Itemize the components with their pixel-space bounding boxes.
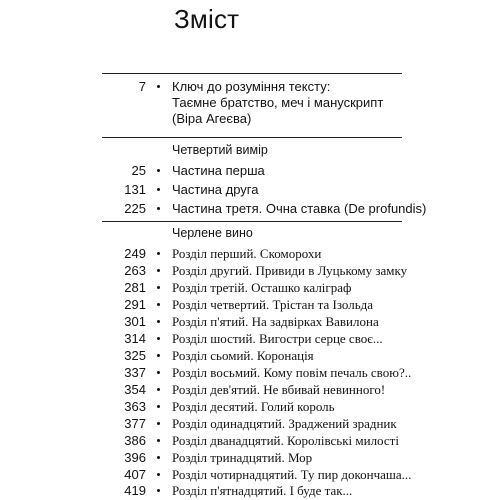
bullet-icon xyxy=(157,388,160,391)
bullet-icon xyxy=(157,405,160,408)
bullet-icon xyxy=(157,337,160,340)
toc-entry xyxy=(0,449,500,467)
divider xyxy=(102,221,402,222)
entry-page-number: 363 xyxy=(124,399,146,414)
entry-title: Розділ дванадцятий. Королівські милості xyxy=(172,433,399,448)
bullet-icon xyxy=(157,303,160,306)
bullet-icon xyxy=(157,252,160,255)
entry-title-line: Ключ до розуміння тексту: xyxy=(172,79,331,94)
toc-entry xyxy=(0,381,500,399)
entry-title: Розділ одинадцятий. Зраджений зрадник xyxy=(172,416,397,431)
entry-page-number: 337 xyxy=(124,365,146,380)
entry-page-number: 7 xyxy=(138,79,146,94)
toc-entry xyxy=(0,415,500,433)
entry-title: Розділ сьомий. Коронація xyxy=(172,348,314,363)
toc-entry xyxy=(0,279,500,297)
entry-page-number: 249 xyxy=(124,246,146,261)
toc-entry xyxy=(0,398,500,416)
bullet-icon xyxy=(157,320,160,323)
entry-title: Розділ чотирнадцятий. Ту пир докончаша... xyxy=(172,467,412,482)
entry-title: Розділ третій. Осташко каліграф xyxy=(172,280,352,295)
toc-entry xyxy=(0,181,500,199)
toc-entry xyxy=(0,262,500,280)
toc-entry-intro xyxy=(0,79,500,129)
entry-title: Розділ другий. Привиди в Луцькому замку xyxy=(172,263,408,278)
entry-page-number: 419 xyxy=(124,483,146,498)
divider xyxy=(102,73,402,74)
toc-entry xyxy=(0,245,500,263)
entry-title xyxy=(172,79,383,127)
section-heading: Черлене вино xyxy=(172,226,253,240)
entry-page-number: 291 xyxy=(124,297,146,312)
toc-entry xyxy=(0,200,500,218)
toc-entry xyxy=(0,347,500,365)
bullet-icon xyxy=(157,422,160,425)
bullet-icon xyxy=(157,439,160,442)
entry-title: Розділ шостий. Вигостри серце своє... xyxy=(172,331,383,346)
entry-title: Розділ восьмий. Кому повім печаль свою?.. xyxy=(172,365,412,380)
entry-title: Розділ тринадцятий. Мор xyxy=(172,450,313,465)
bullet-icon xyxy=(157,489,160,492)
entry-page-number: 301 xyxy=(124,314,146,329)
entry-title: Розділ дев'ятий. Не вбивай невинного! xyxy=(172,382,386,397)
toc-entry xyxy=(0,296,500,314)
entry-page-number: 354 xyxy=(124,382,146,397)
toc-entry xyxy=(0,364,500,382)
entry-page-number: 325 xyxy=(124,348,146,363)
entry-title: Розділ п'ятнадцятий. І буде так... xyxy=(172,483,353,498)
entry-page-number: 131 xyxy=(124,182,146,197)
section-heading: Четвертий вимір xyxy=(172,143,268,157)
entry-page-number: 25 xyxy=(131,163,146,178)
bullet-icon xyxy=(157,456,160,459)
entry-page-number: 386 xyxy=(124,433,146,448)
bullet-icon xyxy=(157,286,160,289)
bullet-icon xyxy=(157,269,160,272)
bullet-icon xyxy=(157,354,160,357)
bullet-icon xyxy=(157,207,160,210)
entry-page-number: 407 xyxy=(124,467,146,482)
bullet-icon xyxy=(157,169,160,172)
entry-title: Розділ десятий. Голий король xyxy=(172,399,335,414)
toc-entry xyxy=(0,162,500,180)
entry-title-line: (Віра Агеєва) xyxy=(172,111,252,126)
entry-page-number: 281 xyxy=(124,280,146,295)
bullet-icon xyxy=(157,371,160,374)
toc-entry xyxy=(0,313,500,331)
entry-page-number: 314 xyxy=(124,331,146,346)
entry-title: Розділ четвертий. Трістан та Ізольда xyxy=(172,297,374,312)
toc-entry xyxy=(0,482,500,500)
entry-page-number: 225 xyxy=(124,201,146,216)
entry-title: Частина друга xyxy=(172,182,259,197)
divider xyxy=(102,137,402,138)
bullet-icon xyxy=(157,85,160,88)
bullet-icon xyxy=(157,188,160,191)
entry-title: Частина третя. Очна ставка (De profundis) xyxy=(172,201,427,216)
toc-entry xyxy=(0,432,500,450)
entry-page-number: 396 xyxy=(124,450,146,465)
page-title: Зміст xyxy=(174,4,240,34)
entry-page-number: 263 xyxy=(124,263,146,278)
bullet-icon xyxy=(157,473,160,476)
entry-title: Розділ п'ятий. На задвірках Вавилона xyxy=(172,314,379,329)
toc-entry xyxy=(0,330,500,348)
entry-title: Частина перша xyxy=(172,163,265,178)
entry-page-number: 377 xyxy=(124,416,146,431)
entry-title-line: Таємне братство, меч і манускрипт xyxy=(172,95,384,110)
entry-title: Розділ перший. Скоморохи xyxy=(172,246,322,261)
